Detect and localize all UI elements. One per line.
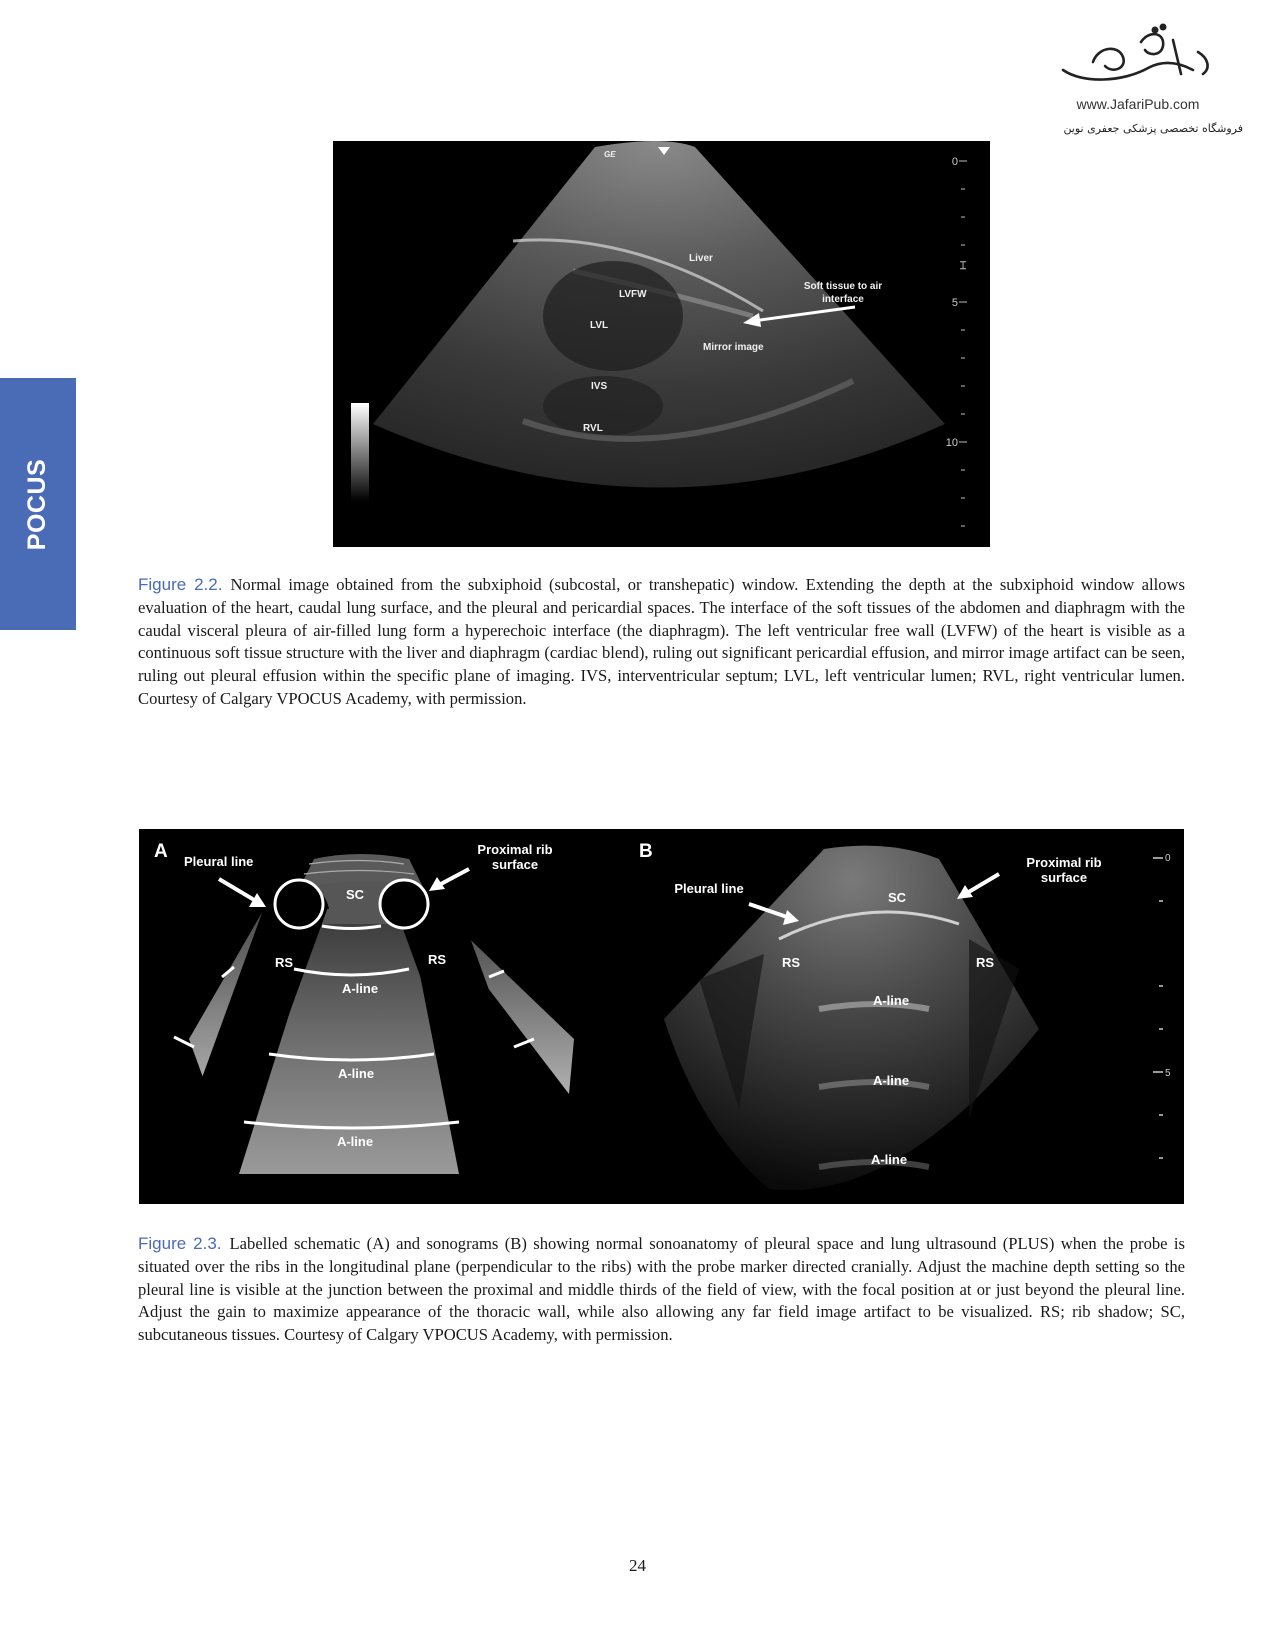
panel-a-proximal-rib-label-2: surface — [491, 857, 539, 872]
publisher-subtitle: فروشگاه تخصصی پزشکی جعفری نوین — [1063, 122, 1243, 135]
label-soft-tissue-line1: Soft tissue to air — [803, 281, 883, 292]
figure-2-2-caption — [138, 574, 1185, 711]
figure-2-3-caption — [138, 1233, 1185, 1347]
figure-2-3-label: Figure 2.3. — [138, 1234, 222, 1253]
panel-b-proximal-rib-label-2: surface — [1040, 870, 1088, 885]
label-lvfw: LVFW — [619, 289, 647, 300]
panel-b-depth-label-0: 0 — [1165, 853, 1171, 864]
panel-b-pleural-line-label: Pleural line — [674, 881, 744, 896]
figure-2-3-caption-text: Labelled schematic (A) and sonograms (B) showing normal sonoanatomy of pleural space and lung ultrasound (PLUS) when the probe is situated over the ribs in the longitudinal plane (perpendicular to the ribs) with the probe marker directed cranially. Adjust the machine depth setting so the pleural line is visible at the junction between the proximal and middle thirds of the field of view, with the focal position at or just beyond the pleural line. Adjust the gain to maximize appearance of the thoracic wall, while also allowing any far field image artifact to be visualized. RS; rib shadow; SC, subcutaneous tissues. Courtesy of Calgary VPOCUS Academy, with permission. — [138, 1234, 1186, 1345]
panel-a-rs-right-label: RS — [427, 952, 447, 967]
panel-b-depth-label-5: 5 — [1165, 1068, 1171, 1079]
panel-b-letter: B — [639, 841, 653, 862]
label-mirror-image: Mirror image — [703, 342, 764, 353]
figure-2-2-caption-text: Normal image obtained from the subxiphoid (subcostal, or transhepatic) window. Extending the depth at the subxiphoid window allows evaluation of the heart, caudal lung surface, and the pleural and pericardial spaces. The interface of the soft tissues of the abdomen and diaphragm with the caudal visceral pleura of air-filled lung form a hyperechoic interface (the diaphragm). The left ventricular free wall (LVFW) of the heart is visible as a continuous soft tissue structure with the liver and diaphragm (cardiac blend), ruling out significant pericardial effusion, and mirror image artifact can be seen, ruling out pleural effusion within the specific plane of imaging. IVS, interventricular septum; LVL, left ventricular lumen; RVL, right ventricular lumen. Courtesy of Calgary VPOCUS Academy, with permission. — [138, 575, 1185, 708]
page-number: 24 — [629, 1556, 646, 1575]
panel-b-rs-right-label: RS — [975, 955, 995, 970]
figure-2-2-ultrasound-image — [333, 141, 990, 547]
panel-a-a-line-1: A-line — [341, 981, 379, 996]
depth-label-0: 0 — [951, 156, 958, 168]
publisher-url: www.JafariPub.com — [1076, 96, 1200, 112]
figure-2-3-image — [139, 829, 1184, 1204]
panel-a-a-line-2: A-line — [337, 1066, 375, 1081]
label-rvl: RVL — [583, 423, 603, 434]
panel-a-pleural-line-label: Pleural line — [184, 854, 254, 869]
panel-a-a-line-3: A-line — [336, 1134, 374, 1149]
panel-a-sc-label: SC — [345, 887, 365, 902]
label-soft-tissue-line2: interface — [822, 294, 864, 305]
label-ivs: IVS — [591, 381, 608, 392]
panel-b-sc-label: SC — [887, 890, 907, 905]
section-side-tab-label: POCUS — [23, 458, 52, 550]
panel-b-a-line-3: A-line — [870, 1152, 908, 1167]
label-lvl: LVL — [590, 320, 609, 331]
section-side-tab — [0, 378, 76, 630]
focus-marker-icon: ⌶ — [959, 260, 967, 272]
figure-2-2-label: Figure 2.2. — [138, 575, 223, 594]
panel-b-a-line-2: A-line — [872, 1073, 910, 1088]
panel-b-a-line-1: A-line — [872, 993, 910, 1008]
panel-b-proximal-rib-label-1: Proximal rib — [1026, 855, 1102, 870]
label-liver: Liver — [689, 253, 713, 264]
panel-b-rs-left-label: RS — [781, 955, 801, 970]
panel-a-rs-left-label: RS — [274, 955, 294, 970]
depth-label-10: 10 — [945, 437, 958, 449]
publisher-logo — [1033, 22, 1243, 142]
grayscale-bar — [351, 403, 369, 501]
panel-a-letter: A — [154, 841, 168, 862]
depth-label-5: 5 — [951, 297, 958, 309]
ge-logo: GE — [604, 150, 616, 159]
publisher-logo-mark — [1053, 22, 1223, 92]
panel-a-proximal-rib-label-1: Proximal rib — [477, 842, 553, 857]
